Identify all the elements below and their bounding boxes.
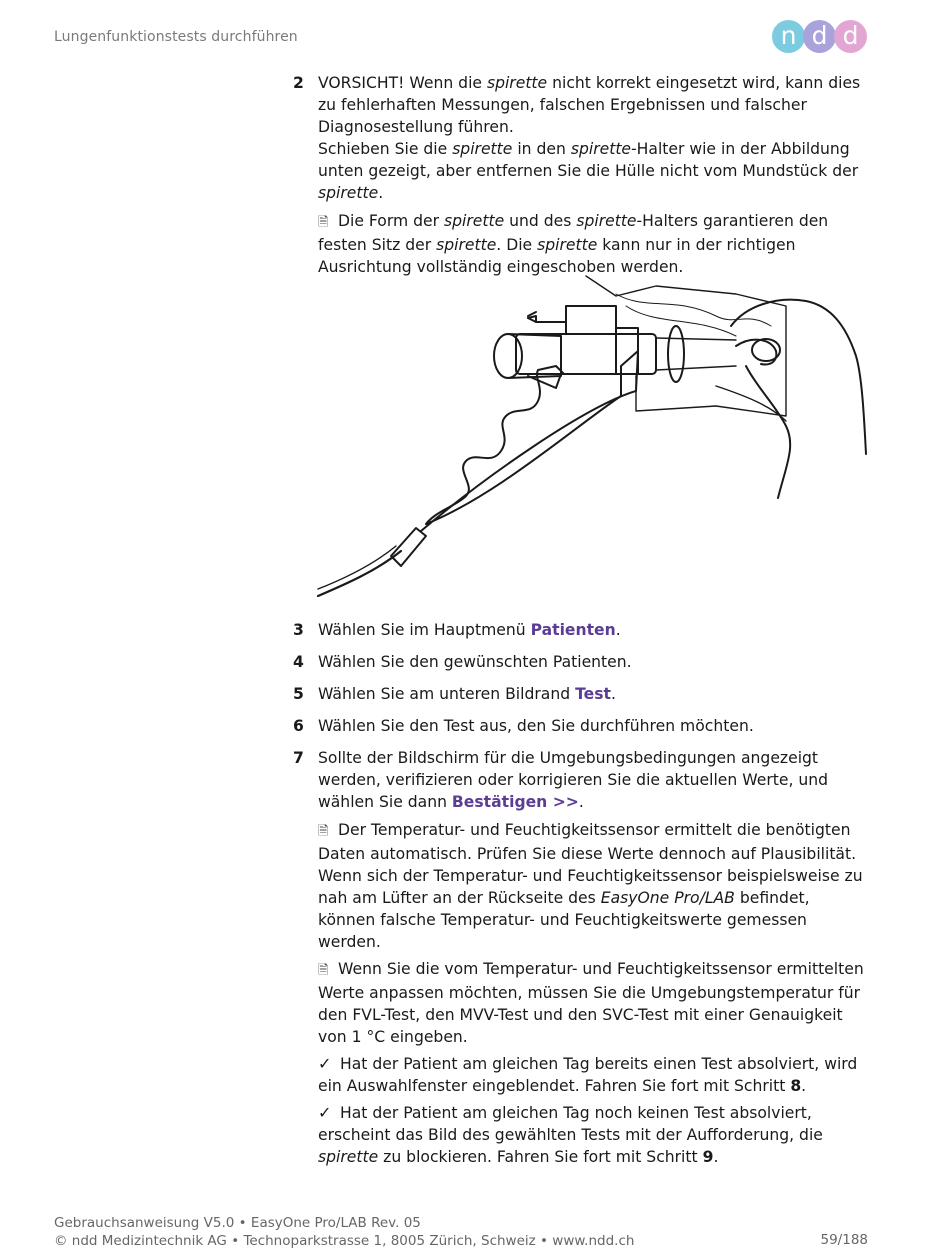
step-6: 6 Wählen Sie den Test aus, den Sie durchführen möchten. <box>293 717 754 735</box>
step-5: 5 Wählen Sie am unteren Bildrand Test. <box>293 685 616 703</box>
step-7: 7 Sollte der Bildschirm für die Umgebungsbedingungen angezeigt werden, verifizieren oder korrigieren Sie die aktuellen Werte, und wählen Sie dann Bestätigen >>. 🗎 Der Temperatur- und Feuchtigkeitssensor ermittelt die benötigten Daten automatisch. Prüfen Sie diese Werte dennoch auf Plausibilität. Wenn sich der Temperatur- und Feuchtigkeitssensor beispielsweise zu nah am Lüfter an der Rückseite des EasyOne Pro/LAB befindet, können falsche Temperatur- und Feuchtigkeitswerte gemessen werden. 🗎 Wenn Sie die vom Temperatur- und Feuchtigkeitssensor ermittelten Werte anpassen möchten, müssen Sie die Umgebungstemperatur für den FVL-Test, den MVV-Test und den SVC-Test mit einer Genauigkeit von 1 °C eingeben. ✓ Hat der Patient am gleichen Tag bereits einen Test absolviert, wird ein Auswahlfenster eingeblendet. Fahren Sie fort mit Schritt 8. ✓ Hat der Patient am gleichen Tag noch keinen Test absolviert, erscheint das Bild des gewählten Tests mit der Aufforderung, die spirette zu blockieren. Fahren Sie fort mit Schritt 9. <box>290 747 870 1168</box>
ndd-logo <box>772 20 868 54</box>
ui-label-bestaetigen: Bestätigen >> <box>451 793 579 811</box>
ui-label-test: Test <box>575 685 611 703</box>
footer-company-info: © ndd Medizintechnik AG • Technoparkstrasse 1, 8005 Zürich, Schweiz • www.ndd.ch <box>54 1233 635 1249</box>
step-2 <box>290 72 870 278</box>
step-number: 3 <box>293 621 304 639</box>
note-icon: 🗎 <box>318 824 329 839</box>
note-icon: 🗎 <box>318 215 329 230</box>
step-number: 4 <box>293 653 304 671</box>
step-number: 6 <box>293 717 304 735</box>
note-paragraph: 🗎 Die Form der spirette und des spirette-Halters garantieren den festen Sitz der spirette. Die spirette kann nur in der richtigen Ausrichtung vollständig eingeschoben werden. <box>318 212 829 276</box>
step-number: 5 <box>293 685 304 703</box>
step-number: 7 <box>293 749 304 767</box>
footer-document-info: Gebrauchsanweisung V5.0 • EasyOne Pro/LAB Rev. 05 <box>54 1215 421 1231</box>
checkmark-icon: ✓ <box>318 1054 332 1073</box>
page-footer <box>54 1214 634 1250</box>
spirette-holder-illustration <box>316 266 868 606</box>
result-paragraph: ✓ Hat der Patient am gleichen Tag bereits einen Test absolviert, wird ein Auswahlfenster eingeblendet. Fahren Sie fort mit Schritt 8. <box>318 1054 858 1095</box>
logo-letter-d2: d <box>834 20 867 53</box>
checkmark-icon: ✓ <box>318 1103 332 1122</box>
caution-paragraph: VORSICHT! Wenn die spirette nicht korrekt eingesetzt wird, kann dies zu fehlerhaften Messungen, falschen Ergebnissen und falscher Diagnosestellung führen. <box>318 74 861 136</box>
step-3: 3 Wählen Sie im Hauptmenü Patienten. <box>293 621 621 639</box>
instruction-list <box>290 72 870 278</box>
page-header-title: Lungenfunktionstests durchführen <box>54 29 298 45</box>
note-paragraph: 🗎 Der Temperatur- und Feuchtigkeitssensor ermittelt die benötigten Daten automatisch. Prüfen Sie diese Werte dennoch auf Plausibilität. Wenn sich der Temperatur- und Feuchtigkeitssensor beispielsweise zu nah am Lüfter an der Rückseite des EasyOne Pro/LAB befindet, können falsche Temperatur- und Feuchtigkeitswerte gemessen werden. <box>318 821 863 951</box>
ui-label-patienten: Patienten <box>530 621 616 639</box>
instruction-list-continued <box>290 619 870 1168</box>
page-number: 59/188 <box>820 1232 868 1248</box>
result-paragraph: ✓ Hat der Patient am gleichen Tag noch keinen Test absolviert, erscheint das Bild des gewählten Tests mit der Aufforderung, die spirette zu blockieren. Fahren Sie fort mit Schritt 9. <box>318 1103 823 1166</box>
logo-letter-d1: d <box>803 20 836 53</box>
step-4: 4 Wählen Sie den gewünschten Patienten. <box>293 653 632 671</box>
logo-letter-n: n <box>772 20 805 53</box>
step-number: 2 <box>293 74 304 92</box>
note-paragraph: 🗎 Wenn Sie die vom Temperatur- und Feuchtigkeitssensor ermittelten Werte anpassen möchten, müssen Sie die Umgebungstemperatur für den FVL-Test, den MVV-Test und den SVC-Test mit einer Genauigkeit von 1 °C eingeben. <box>318 960 864 1046</box>
note-icon: 🗎 <box>318 963 329 978</box>
instruction-paragraph: Schieben Sie die spirette in den spirette-Halter wie in der Abbildung unten gezeigt, aber entfernen Sie die Hülle nicht vom Mundstück der spirette. <box>318 140 859 202</box>
